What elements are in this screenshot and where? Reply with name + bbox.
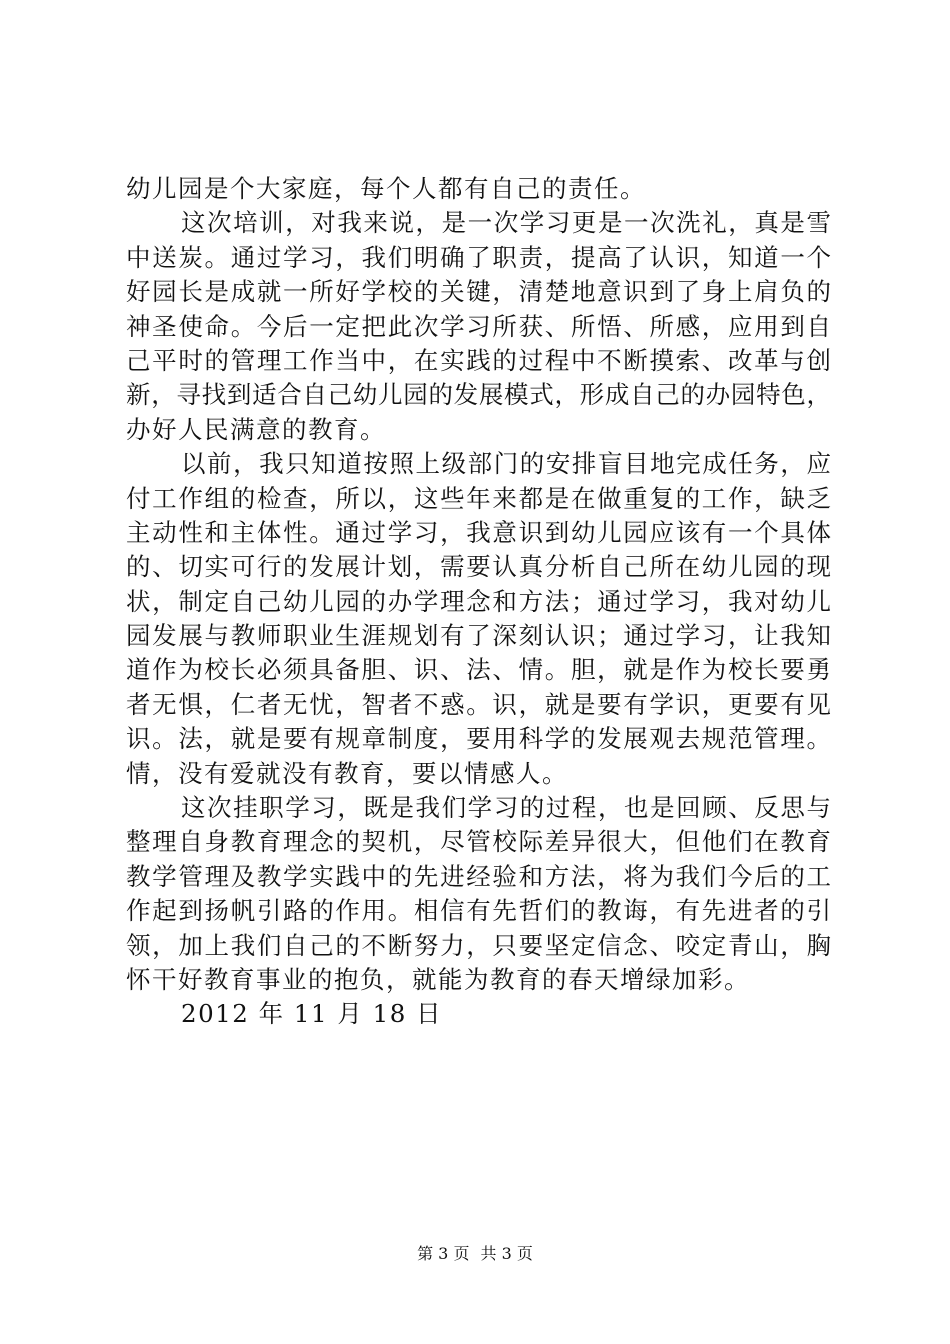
text-line: 付工作组的检查，所以，这些年来都是在做重复的工作，缺乏 <box>126 483 831 513</box>
text-line: 领，加上我们自己的不断努力，只要坚定信念、咬定青山，胸 <box>126 930 831 960</box>
text-line: 作起到扬帆引路的作用。相信有先哲们的教诲，有先进者的引 <box>126 896 831 926</box>
text-line: 的、切实可行的发展计划，需要认真分析自己所在幼儿园的现 <box>126 552 831 582</box>
document-body <box>126 172 831 1032</box>
text-line: 主动性和主体性。通过学习，我意识到幼儿园应该有一个具体 <box>126 517 831 547</box>
text-line: 新，寻找到适合自己幼儿园的发展模式，形成自己的办园特色， <box>126 380 831 410</box>
page-footer <box>0 1244 950 1264</box>
text-line: 好园长是成就一所好学校的关键，清楚地意识到了身上肩负的 <box>126 277 831 307</box>
text-line: 道作为校长必须具备胆、识、法、情。胆，就是作为校长要勇 <box>126 655 831 685</box>
text-line: 整理自身教育理念的契机，尽管校际差异很大，但他们在教育 <box>126 827 831 857</box>
page-number: 第 3 页 <box>417 1244 470 1263</box>
page-total: 共 3 页 <box>480 1244 533 1263</box>
text-line: 识。法，就是要有规章制度，要用科学的发展观去规范管理。 <box>126 724 831 754</box>
text-line: 教学管理及教学实践中的先进经验和方法，将为我们今后的工 <box>126 861 831 891</box>
text-line: 状，制定自己幼儿园的办学理念和方法；通过学习，我对幼儿 <box>126 586 831 616</box>
text-line: 园发展与教师职业生涯规划有了深刻认识；通过学习，让我知 <box>126 621 831 651</box>
text-line: 怀干好教育事业的抱负，就能为教育的春天增绿加彩。 <box>126 964 750 994</box>
text-line: 中送炭。通过学习，我们明确了职责，提高了认识，知道一个 <box>126 242 831 272</box>
text-line: 这次培训，对我来说，是一次学习更是一次洗礼，真是雪 <box>181 208 831 238</box>
text-line: 幼儿园是个大家庭，每个人都有自己的责任。 <box>126 174 646 203</box>
text-line: 这次挂职学习，既是我们学习的过程，也是回顾、反思与 <box>181 793 831 823</box>
text-line: 情，没有爱就没有教育，要以情感人。 <box>126 758 568 788</box>
text-line: 办好人民满意的教育。 <box>126 414 386 444</box>
document-date: 2012 年 11 月 18 日 <box>181 999 443 1029</box>
text-line: 以前，我只知道按照上级部门的安排盲目地完成任务，应 <box>181 449 831 479</box>
text-line: 者无惧，仁者无忧，智者不惑。识，就是要有学识，更要有见 <box>126 689 831 719</box>
text-line: 己平时的管理工作当中，在实践的过程中不断摸索、改革与创 <box>126 345 831 375</box>
text-line: 神圣使命。今后一定把此次学习所获、所悟、所感，应用到自 <box>126 311 831 341</box>
